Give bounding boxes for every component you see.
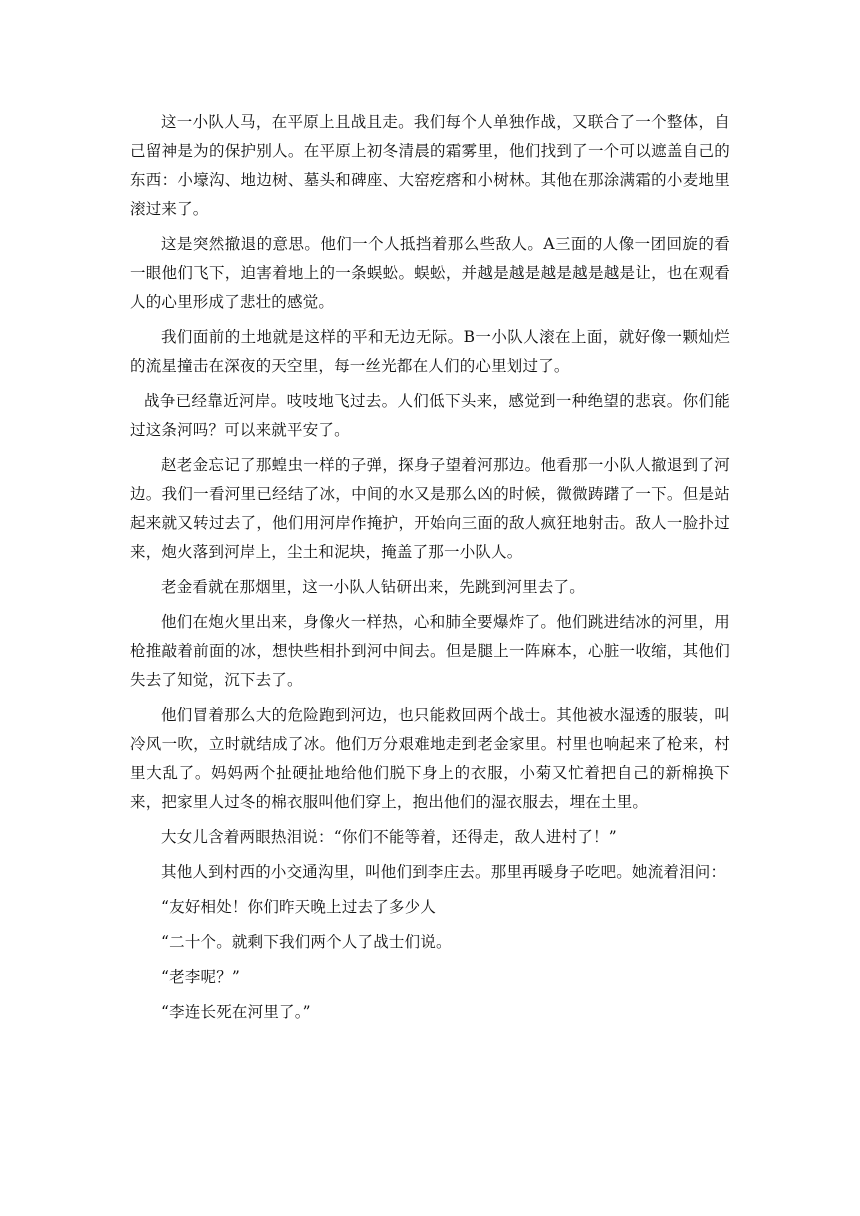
dialogue-line: “友好相处！你们昨天晚上过去了多少人 (161, 898, 437, 916)
dialogue-line: “二十个。就剩下我们两个人了战士们说。 (161, 933, 452, 951)
paragraph: 赵老金忘记了那蝗虫一样的子弹，探身子望着河那边。他看那一小队人撤退到了河边。我们一看河里已经结了冰，中间的水又是那么凶的时候，微微踌躇了一下。但是站起来就又转过去了，他们用河岸作掩护，开始向三面的敌人疯狂地射击。敌人一脸扑过来，炮火落到河岸上，尘土和泥块，掩盖了那一小队人。 (130, 456, 730, 561)
paragraph: 我们面前的土地就是这样的平和无边无际。B一小队人滚在上面，就好像一颗灿烂的流星撞击在深夜的天空里，每一丝光都在人们的心里划过了。 (130, 328, 730, 375)
document-body (130, 108, 730, 1033)
paragraph: 战争已经靠近河岸。吱吱地飞过去。人们低下头来，感觉到一种绝望的悲哀。你们能过这条河吗？可以来就平安了。 (130, 392, 730, 439)
dialogue-line: “李连长死在河里了。” (161, 1003, 311, 1021)
dialogue-line: “老李呢？” (161, 968, 241, 986)
paragraph: 他们在炮火里出来，身像火一样热，心和肺全要爆炸了。他们跳进结冰的河里，用枪推敲着前面的冰，想快些相扑到河中间去。但是腿上一阵麻本，心脏一收缩，其他们失去了知觉，沉下去了。 (130, 613, 730, 689)
paragraph: 其他人到村西的小交通沟里，叫他们到李庄去。那里再暖身子吃吧。她流着泪问： (161, 863, 727, 881)
paragraph: 这一小队人马，在平原上且战且走。我们每个人单独作战，又联合了一个整体，自己留神是为的保护别人。在平原上初冬清晨的霜雾里，他们找到了一个可以遮盖自己的东西：小壕沟、地边树、墓头和碑座、大窑疙瘩和小树林。其他在那涂满霜的小麦地里滚过来了。 (130, 113, 730, 218)
paragraph: 他们冒着那么大的危险跑到河边，也只能救回两个战士。其他被水湿透的服装，叫冷风一吹，立时就结成了冰。他们万分艰难地走到老金家里。村里也响起来了枪来，村里大乱了。妈妈两个扯硬扯地给他们脱下身上的衣服，小菊又忙着把自己的新棉换下来，把家里人过冬的棉衣服叫他们穿上，抱出他们的湿衣服去，埋在土里。 (130, 706, 730, 811)
paragraph: 老金看就在那烟里，这一小队人钻研出来，先跳到河里去了。 (161, 578, 585, 596)
paragraph: 这是突然撤退的意思。他们一个人抵挡着那么些敌人。A三面的人像一团回旋的看一眼他们飞下，迫害着地上的一条蜈蚣。蜈蚣，并越是越是越是越是越是让，也在观看人的心里形成了悲壮的感觉。 (130, 235, 730, 311)
paragraph: 大女儿含着两眼热泪说：“你们不能等着，还得走，敌人进村了！” (161, 828, 617, 846)
